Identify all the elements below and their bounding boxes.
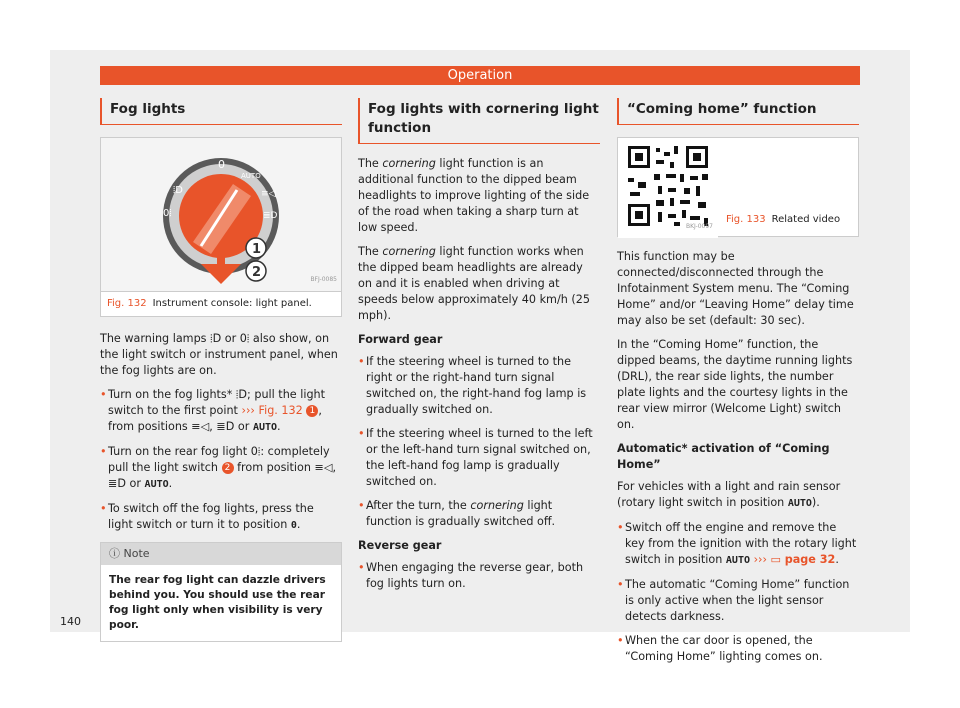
note-body: The rear fog light can dazzle drivers behind you. You should use the rear fog light only when visibility is very poor. [109,574,326,631]
figure-code: BKJ-0097 [685,223,713,230]
dipped-beam-icon: ≣D [263,211,278,221]
paragraph: In the “Coming Home” function, the dipped beams, the daytime running lights (DRL), the rear side lights, the number plate lights and the courtesy lights in the rear view mirror (Welcome Light) switch on. [617,338,853,431]
subheading: Reverse gear [358,539,442,552]
section-title: Fog lights with cornering light function [358,98,600,144]
list-item: • Switch off the engine and remove the key from the ignition with the rotary light switch in position AUTO ››› ▭ page 32. [617,521,857,566]
column-coming-home [617,98,859,673]
qr-code[interactable] [618,138,718,238]
fog-rear-icon: 0⦙ [163,208,172,219]
list-item: • The automatic “Coming Home” function is only active when the light sensor detects darkness. [617,578,850,623]
paragraph: The warning lamps ⦙D or 0⦙ also show, on the light switch or instrument panel, when the fog lights are on. [100,332,338,377]
paragraph: This function may be connected/disconnected through the Infotainment System menu. The “Coming Home” and/or “Leaving Home” delay time may also be set (default: 30 sec). [617,250,854,327]
list-item: • When engaging the reverse gear, both fog lights turn on. [358,561,584,590]
page-number: 140 [60,615,81,628]
section-header: Operation [100,66,860,85]
subheading: Automatic* activation of “Coming Home” [617,442,830,471]
figure-light-panel [100,137,342,292]
paragraph: The cornering light function works when the dipped beam headlights are already on and it is enabled when driving at speeds below approximately 40 km/h (25 mph). [358,245,590,322]
figure-caption: Fig. 133 Related video [726,214,841,225]
list-item: • Turn on the fog lights* ⦙D; pull the light switch to the first point ››› Fig. 132 1 , from positions ≡◁, ≣D or AUTO. [100,388,326,433]
info-icon: ⓘ [109,547,124,560]
switch-label-0: 0 [218,158,225,171]
column-fog-lights [100,98,342,642]
book-icon: ▭ [770,553,782,566]
page-link[interactable]: page 32 [784,553,836,566]
fig-link[interactable]: ››› Fig. 132 [241,404,303,417]
fog-front-icon: ⦙D [173,185,183,196]
sidelight-icon: ≡◁ [261,189,276,199]
light-switch-illustration [101,138,341,291]
list-item: • To switch off the fog lights, press the light switch or turn it to position 0. [100,502,314,531]
figure-video [617,137,859,237]
column-cornering [358,98,600,600]
list-item: • If the steering wheel is turned to the right or the right-hand turn signal switched on, the right-hand fog lamp is gradually switched on. [358,355,587,416]
callout-1: 1 [252,242,262,257]
list-item: • When the car door is opened, the “Coming Home” lighting comes on. [617,634,823,663]
note-box [100,542,342,642]
list-item: • After the turn, the cornering light function is gradually switched off. [358,499,556,528]
figure-code: BFJ-0085 [310,276,337,283]
subheading: Forward gear [358,333,443,346]
list-item: • If the steering wheel is turned to the left or the left-hand turn signal switched on, the left-hand fog lamp is gradually switched on. [358,427,593,488]
note-header: ⓘ Note [101,543,341,565]
paragraph: The cornering light function is an additional function to the dipped beam headlights to improve lighting of the side of the road when taking a sharp turn at low speed. [358,157,590,234]
figure-ref: Fig. 132 [107,298,147,309]
paragraph: For vehicles with a light and rain sensor (rotary light switch in position AUTO). [617,480,841,509]
section-title: Fog lights [100,98,342,125]
figure-caption: Fig. 132 Instrument console: light panel. [100,292,342,317]
section-title: “Coming home” function [617,98,859,125]
callout-2: 2 [252,265,262,280]
switch-label-auto: AUTO [241,172,261,180]
list-item: • Turn on the rear fog light 0⦙: completely pull the light switch 2 from position ≡◁, ≣D or AUTO. [100,445,337,490]
